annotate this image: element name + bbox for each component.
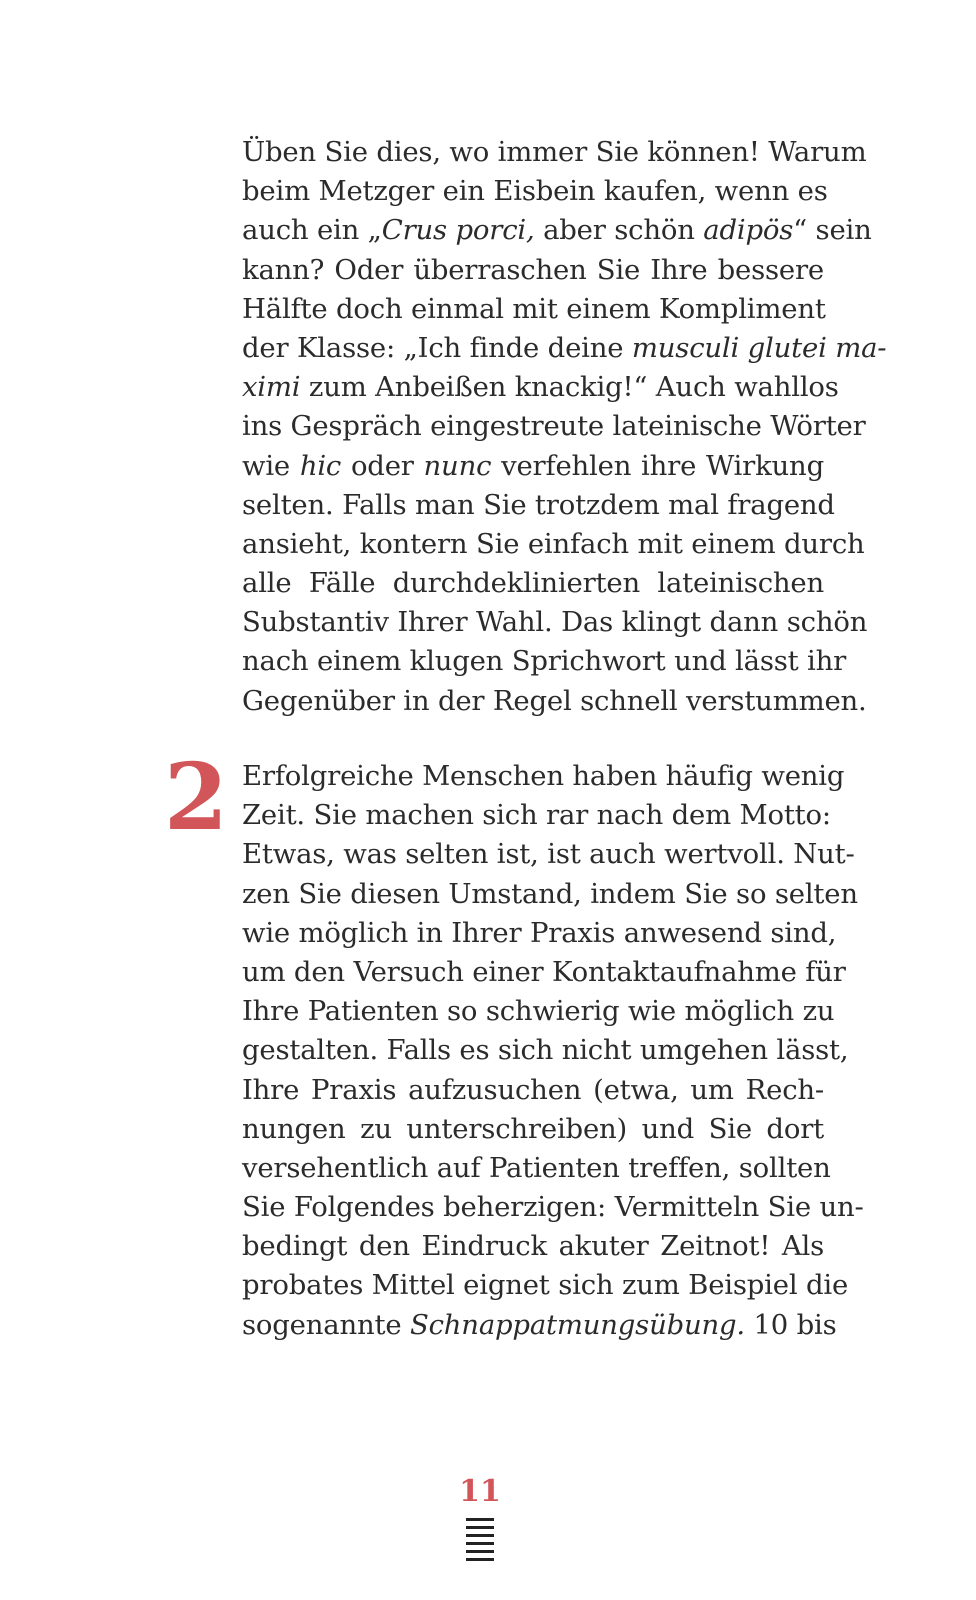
text-line: ins Gespräch eingestreute lateinische Wörter	[242, 410, 866, 443]
paragraph-2	[242, 757, 864, 1345]
text-line: ansieht, kontern Sie einfach mit einem durch	[242, 527, 865, 560]
text-line: Zeit. Sie machen sich rar nach dem Motto:	[242, 799, 831, 832]
text-line: gestalten. Falls es sich nicht umgehen lässt,	[242, 1034, 849, 1067]
italic-term: nunc	[423, 449, 492, 482]
text-line: probates Mittel eignet sich zum Beispiel die	[242, 1269, 849, 1302]
text-line: Hälfte doch einmal mit einem Kompliment	[242, 292, 826, 325]
page-marker-lines	[466, 1518, 494, 1566]
text-line: Ihre Praxis aufzusuchen (etwa, um Rech-	[242, 1073, 824, 1106]
text-line: Üben Sie dies, wo immer Sie können! Warum	[242, 136, 867, 168]
text-line: der Klasse: „Ich finde deine musculi glutei ma-	[242, 331, 887, 364]
text-line: zen Sie diesen Umstand, indem Sie so selten	[242, 877, 858, 910]
page-number: 11	[459, 1474, 501, 1509]
text-line: bedingt den Eindruck akuter Zeitnot! Als	[242, 1230, 824, 1263]
text-line: um den Versuch einer Kontaktaufnahme für	[242, 955, 846, 988]
italic-term: hic	[299, 449, 342, 482]
text-line: kann? Oder überraschen Sie Ihre bessere	[242, 253, 824, 286]
italic-term: ximi	[242, 371, 301, 404]
italic-term: Crus porci,	[381, 214, 535, 247]
text-line: nach einem klugen Sprichwort und lässt ihr	[242, 645, 847, 678]
text-line: nungen zu unterschreiben) und Sie dort	[242, 1112, 824, 1145]
text-line: Gegenüber in der Regel schnell verstummen.	[242, 684, 867, 717]
italic-term: adipös	[703, 214, 794, 247]
text-line: versehentlich auf Patienten treffen, sollten	[242, 1151, 831, 1184]
text-line: Etwas, was selten ist, ist auch wertvoll. Nut-	[242, 838, 855, 871]
italic-term: musculi glutei ma-	[631, 331, 887, 364]
text-line: Sie Folgendes beherzigen: Vermitteln Sie un-	[242, 1191, 864, 1224]
text-line: ximi zum Anbeißen knackig!“ Auch wahllos	[242, 371, 839, 404]
text-line: auch ein „Crus porci, aber schön adipös“ sein	[242, 214, 872, 247]
text-line: sogenannte Schnappatmungsübung. 10 bis	[242, 1308, 837, 1341]
paragraph-1	[242, 133, 887, 721]
italic-term: Schnappatmungsübung.	[409, 1308, 745, 1341]
text-line: Substantiv Ihrer Wahl. Das klingt dann schön	[242, 606, 868, 639]
text-line: beim Metzger ein Eisbein kaufen, wenn es	[242, 175, 828, 208]
text-line: wie hic oder nunc verfehlen ihre Wirkung	[242, 449, 824, 482]
text-line: wie möglich in Ihrer Praxis anwesend sind,	[242, 916, 837, 949]
text-line: Erfolgreiche Menschen haben häufig wenig	[242, 760, 845, 792]
text-line: alle Fälle durchdeklinierten lateinischen	[242, 567, 824, 600]
text-line: selten. Falls man Sie trotzdem mal fragend	[242, 488, 835, 521]
text-line: Ihre Patienten so schwierig wie möglich zu	[242, 995, 835, 1028]
section-number-2: 2	[164, 743, 229, 851]
